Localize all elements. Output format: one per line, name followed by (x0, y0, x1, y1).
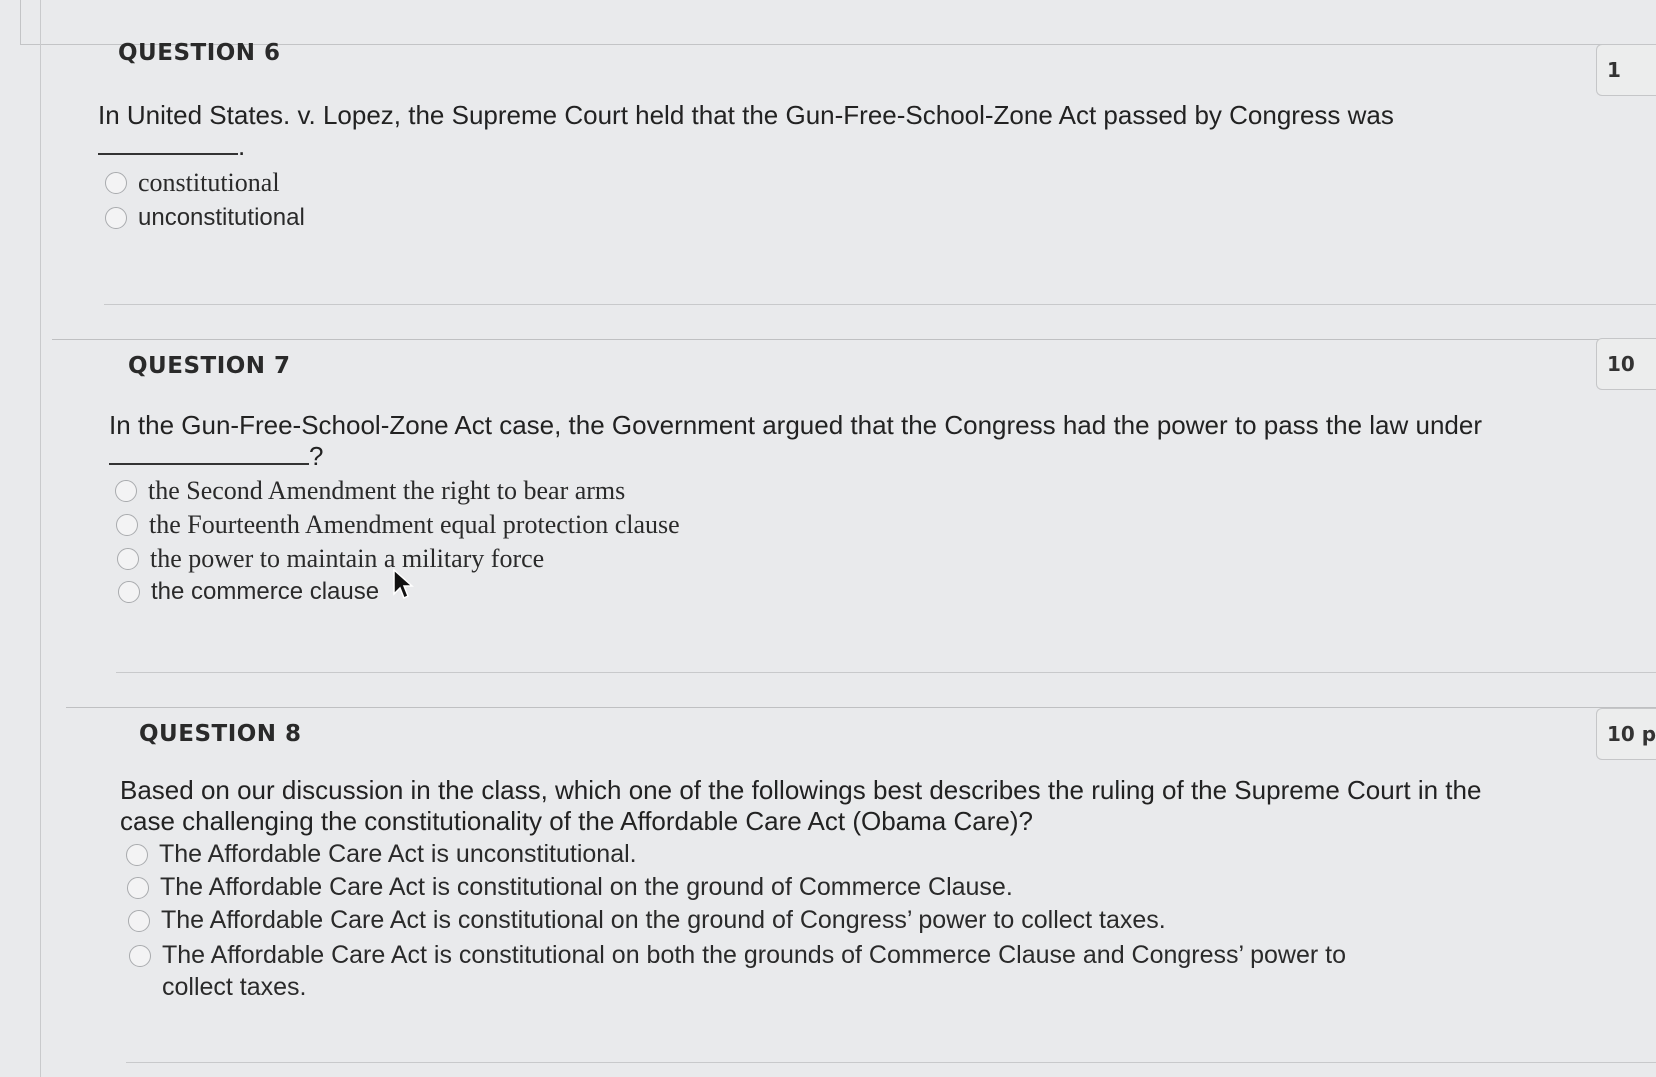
question-text (109, 410, 1489, 472)
answer-blank (109, 441, 309, 465)
option-unconstitutional[interactable] (126, 840, 637, 869)
radio-button[interactable] (128, 910, 150, 932)
question-text (98, 100, 1478, 162)
radio-button[interactable] (115, 480, 137, 502)
question-text-end: . (238, 131, 246, 161)
radio-button[interactable] (129, 945, 151, 967)
option-label: the Second Amendment the right to bear arms (148, 476, 626, 505)
option-fourteenth-amendment[interactable] (116, 510, 680, 540)
option-military-force[interactable] (117, 544, 544, 574)
option-commerce-clause[interactable] (118, 578, 379, 606)
points-badge: 10 p (1596, 708, 1656, 760)
option-label: constitutional (138, 168, 280, 197)
question-separator (126, 1062, 1656, 1063)
option-commerce-clause[interactable] (127, 873, 1013, 902)
option-label: the Fourteenth Amendment equal protection clause (149, 510, 680, 539)
question-text: Based on our discussion in the class, which one of the followings best describes the ruling of the Supreme Court in the case challenging the constitutionality of the Affordable Care Act (Obama Care)? (120, 775, 1482, 836)
radio-button[interactable] (105, 172, 127, 194)
option-unconstitutional[interactable] (105, 204, 305, 232)
question-title: QUESTION 6 (118, 40, 281, 66)
section-divider (66, 707, 1656, 708)
option-both-grounds[interactable] (129, 939, 1419, 1003)
points-badge: 10 (1596, 338, 1656, 390)
radio-button[interactable] (126, 844, 148, 866)
question-separator (116, 672, 1656, 673)
option-constitutional[interactable] (105, 168, 280, 198)
question-title: QUESTION 8 (139, 721, 302, 747)
radio-button[interactable] (117, 548, 139, 570)
mouse-cursor-icon (392, 568, 414, 600)
question-text-end: ? (309, 441, 324, 471)
option-second-amendment[interactable] (115, 476, 625, 506)
radio-button[interactable] (116, 514, 138, 536)
radio-button[interactable] (118, 581, 140, 603)
option-label: the power to maintain a military force (150, 544, 545, 573)
top-divider (20, 0, 1656, 45)
points-badge: 1 (1596, 44, 1656, 96)
option-label: The Affordable Care Act is constitutional on both the grounds of Commerce Clause and Congress’ power to collect taxes. (162, 941, 1346, 1001)
question-text-main: In the Gun-Free-School-Zone Act case, the Government argued that the Congress had the power to pass the law under (109, 410, 1483, 440)
option-label: the commerce clause (151, 578, 380, 605)
option-label: The Affordable Care Act is constitutional on the ground of Commerce Clause. (160, 873, 1013, 901)
question-text-main: In United States. v. Lopez, the Supreme Court held that the Gun-Free-School-Zone Act passed by Congress was (98, 100, 1394, 130)
question-separator (104, 304, 1656, 305)
left-divider (40, 0, 41, 1077)
answer-blank (98, 131, 238, 155)
section-divider (52, 339, 1656, 340)
option-taxing-power[interactable] (128, 906, 1166, 935)
option-label: The Affordable Care Act is constitutional on the ground of Congress’ power to collect taxes. (161, 906, 1166, 934)
question-title: QUESTION 7 (128, 353, 291, 379)
option-label: The Affordable Care Act is unconstitutional. (159, 840, 637, 868)
radio-button[interactable] (105, 207, 127, 229)
option-label: unconstitutional (138, 204, 305, 231)
radio-button[interactable] (127, 877, 149, 899)
